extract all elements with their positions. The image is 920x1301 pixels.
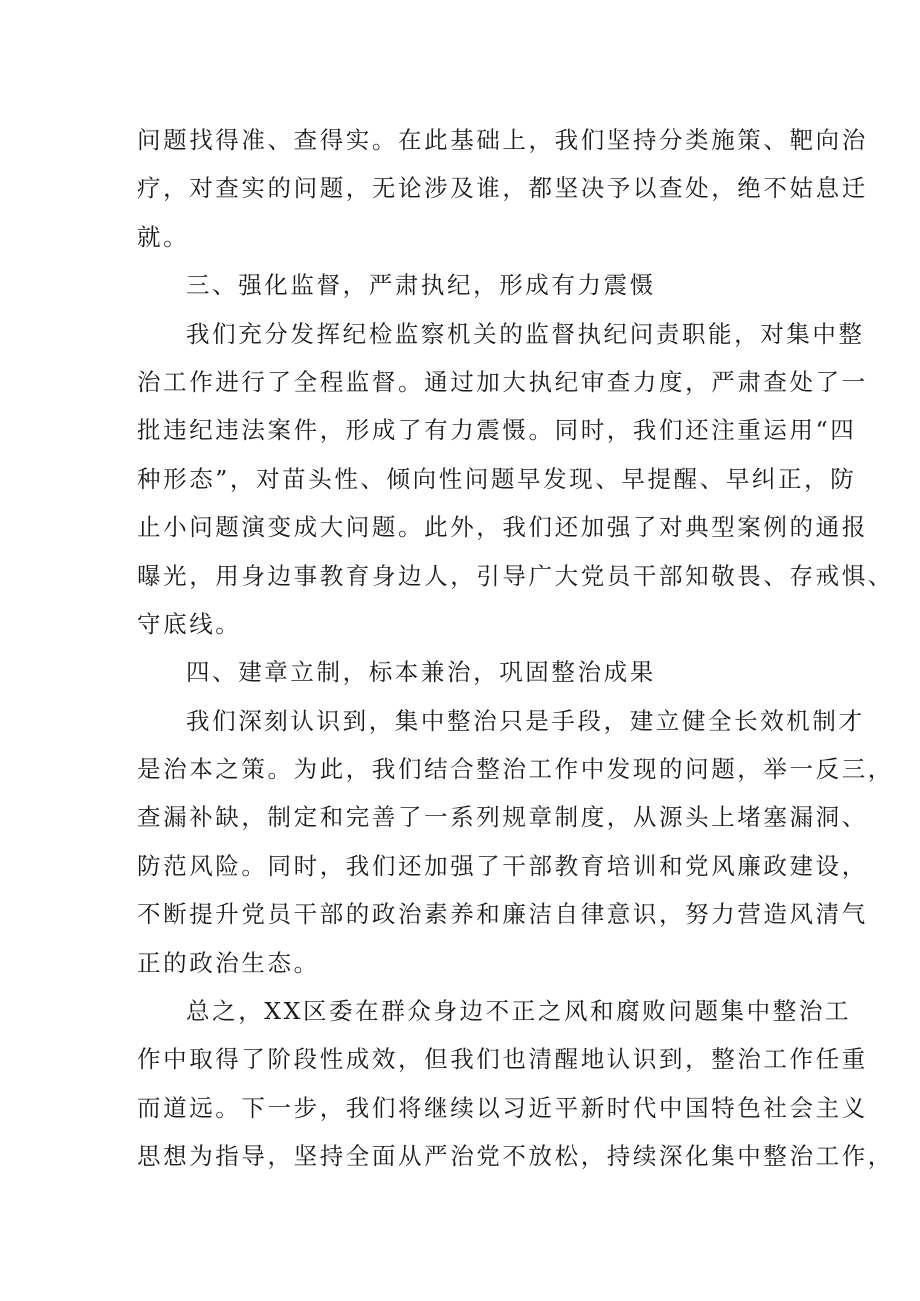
text-line: 思想为指导，坚持全面从严治党不放松，持续深化集中整治工作， (137, 1142, 894, 1171)
section-heading-3: 三、强化监督，严肃执纪，形成有力震慑 (186, 271, 656, 300)
section-heading-4: 四、建章立制，标本兼治，巩固整治成果 (186, 658, 656, 687)
text-line: 不断提升党员干部的政治素养和廉洁自律意识，努力营造风清气 (137, 900, 868, 929)
text-line: 问题找得准、查得实。在此基础上，我们坚持分类施策、靶向治 (137, 126, 868, 154)
text-line: 种形态”，对苗头性、倾向性问题早发现、早提醒、早纠正，防 (137, 464, 857, 493)
text-line: 而道远。下一步，我们将继续以习近平新时代中国特色社会主义 (137, 1093, 868, 1122)
text-line: 正的政治生态。 (137, 948, 320, 977)
text-line: 查漏补缺，制定和完善了一系列规章制度，从源头上堵塞漏洞、 (137, 803, 868, 832)
text-line: 治工作进行了全程监督。通过加大执纪审查力度，严肃查处了一 (137, 367, 868, 396)
text-line: 止小问题演变成大问题。此外，我们还加强了对典型案例的通报 (137, 513, 868, 542)
text-line: 总之，XX区委在群众身边不正之风和腐败问题集中整治工 (186, 997, 852, 1026)
text-line: 守底线。 (137, 609, 242, 638)
text-line: 防范风险。同时，我们还加强了干部教育培训和党风廉政建设， (137, 851, 868, 880)
text-line: 批违纪违法案件，形成了有力震慑。同时，我们还注重运用“四 (137, 416, 857, 445)
text-line: 作中取得了阶段性成效，但我们也清醒地认识到，整治工作任重 (137, 1045, 868, 1074)
document-body (137, 116, 894, 1181)
text-line: 我们充分发挥纪检监察机关的监督执纪问责职能，对集中整 (186, 319, 865, 348)
text-line: 曝光，用身边事教育身边人，引导广大党员干部知敬畏、存戒惧、 (137, 561, 894, 590)
text-line: 我们深刻认识到，集中整治只是手段，建立健全长效机制才 (186, 706, 865, 735)
text-line: 是治本之策。为此，我们结合整治工作中发现的问题，举一反三， (137, 755, 894, 784)
text-line: 就。 (137, 222, 190, 251)
text-line: 疗，对查实的问题，无论涉及谁，都坚决予以查处，绝不姑息迁 (137, 174, 868, 203)
